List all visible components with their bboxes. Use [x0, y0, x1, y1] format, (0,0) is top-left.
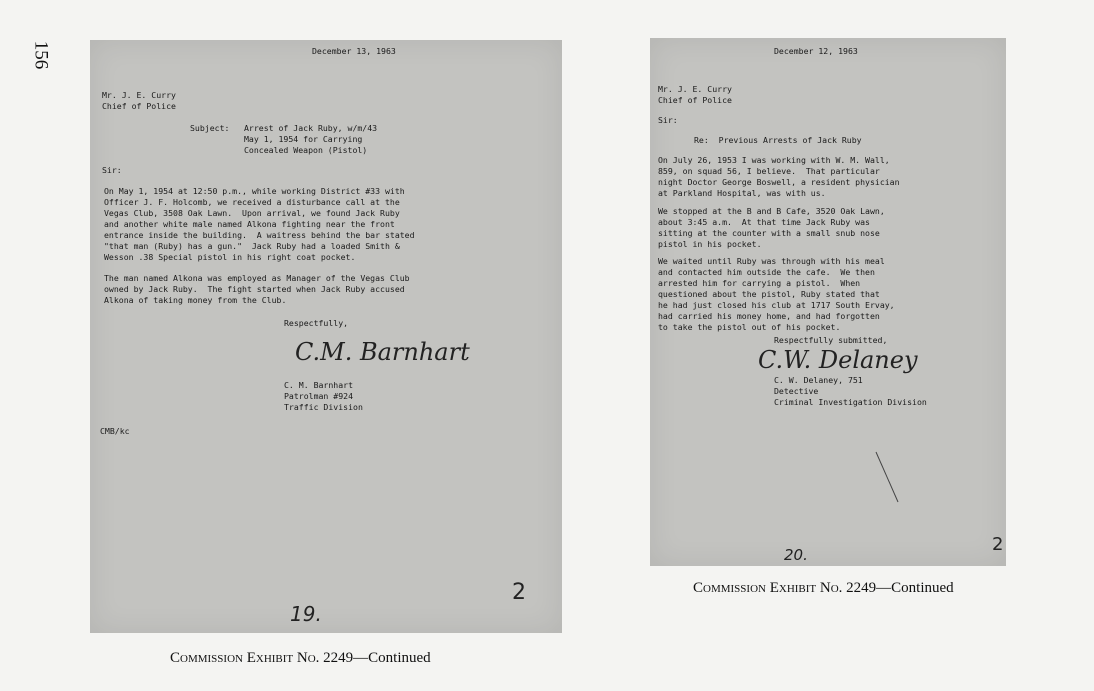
caption-suffix: —Continued [353, 650, 431, 666]
recipient-name: Mr. J. E. Curry [658, 84, 732, 94]
handwritten-page-number: 20. [784, 546, 808, 564]
text-line: questioned about the pistol, Ruby stated that [658, 289, 880, 299]
salutation: Sir: [658, 115, 678, 125]
subject-line: Arrest of Jack Ruby, w/m/43 [244, 123, 378, 133]
text-line: Officer J. F. Holcomb, we received a disturbance call at the [104, 197, 400, 207]
closing: Respectfully, [284, 318, 349, 328]
handwritten-mark: 2 [512, 580, 526, 605]
caption-suffix: —Continued [876, 580, 954, 596]
closing: Respectfully submitted, [774, 335, 888, 345]
text-line: On July 26, 1953 I was working with W. M. Wall, [658, 155, 890, 165]
text-line: Vegas Club, 3508 Oak Lawn. Upon arrival, we found Jack Ruby [104, 208, 400, 218]
handwritten-mark: 2 [992, 534, 1004, 555]
letter-date: December 12, 1963 [774, 46, 858, 56]
caption-number: 2249 [323, 650, 354, 666]
text-line: to take the pistol out of his pocket. [658, 322, 841, 332]
subject-line: Concealed Weapon (Pistol) [244, 145, 368, 155]
signer-block [774, 375, 927, 408]
text-line: 859, on squad 56, I believe. That particular [658, 166, 880, 176]
signer-line: Criminal Investigation Division [774, 397, 927, 407]
text-line: We waited until Ruby was through with his meal [658, 256, 885, 266]
caption-number: 2249 [846, 580, 877, 596]
subject-label: Subject: [190, 123, 230, 133]
signer-line: Traffic Division [284, 402, 363, 412]
exhibit-caption-right [693, 580, 954, 597]
recipient-title: Chief of Police [658, 95, 732, 105]
text-line: Wesson .38 Special pistol in his right coat pocket. [104, 252, 356, 262]
exhibit-caption-left [170, 650, 431, 667]
text-line: The man named Alkona was employed as Manager of the Vegas Club [104, 273, 410, 283]
handwritten-page-number: 19. [290, 602, 322, 626]
letter-barnhart [90, 40, 562, 633]
text-line: he had just closed his club at 1717 South Ervay, [658, 300, 895, 310]
signer-line: C. M. Barnhart [284, 380, 354, 390]
signer-line: C. W. Delaney, 751 [774, 375, 863, 385]
text-line: arrested him for carrying a pistol. When [658, 278, 861, 288]
caption-prefix: Commission Exhibit No. [693, 580, 843, 596]
signer-line: Detective [774, 386, 819, 396]
page-number: 156 [30, 40, 52, 70]
handwritten-signature: C.M. Barnhart [295, 338, 470, 366]
caption-prefix: Commission Exhibit No. [170, 650, 320, 666]
paragraph-2 [104, 273, 410, 306]
text-line: had carried his money home, and had forgotten [658, 311, 880, 321]
salutation: Sir: [102, 165, 122, 175]
text-line: night Doctor George Boswell, a resident physician [658, 177, 900, 187]
text-line: owned by Jack Ruby. The fight started when Jack Ruby accused [104, 284, 405, 294]
subject-line: May 1, 1954 for Carrying [244, 134, 363, 144]
text-line: We stopped at the B and B Cafe, 3520 Oak Lawn, [658, 206, 885, 216]
text-line: "that man (Ruby) has a gun." Jack Ruby had a loaded Smith & [104, 241, 400, 251]
text-line: On May 1, 1954 at 12:50 p.m., while working District #33 with [104, 186, 405, 196]
letter-delaney [650, 38, 1006, 566]
text-line: entrance inside the building. A waitress behind the bar stated [104, 230, 415, 240]
re-line: Re: Previous Arrests of Jack Ruby [694, 135, 862, 145]
paragraph-3 [658, 256, 895, 333]
typist-initials: CMB/kc [100, 426, 130, 436]
paragraph-1 [104, 186, 415, 263]
recipient-name: Mr. J. E. Curry [102, 90, 176, 100]
text-line: about 3:45 a.m. At that time Jack Ruby was [658, 217, 870, 227]
recipient-title: Chief of Police [102, 101, 176, 111]
text-line: at Parkland Hospital, was with us. [658, 188, 826, 198]
text-line: sitting at the counter with a small snub nose [658, 228, 880, 238]
text-line: pistol in his pocket. [658, 239, 762, 249]
text-line: and another white male named Alkona fighting near the front [104, 219, 395, 229]
handwritten-signature: C.W. Delaney [758, 346, 918, 374]
signer-line: Patrolman #924 [284, 391, 354, 401]
letter-date: December 13, 1963 [312, 46, 396, 56]
signer-block [284, 380, 363, 413]
text-line: Alkona of taking money from the Club. [104, 295, 287, 305]
paragraph-2 [658, 206, 885, 250]
text-line: and contacted him outside the cafe. We then [658, 267, 875, 277]
pen-mark [872, 448, 902, 508]
paragraph-1 [658, 155, 900, 199]
